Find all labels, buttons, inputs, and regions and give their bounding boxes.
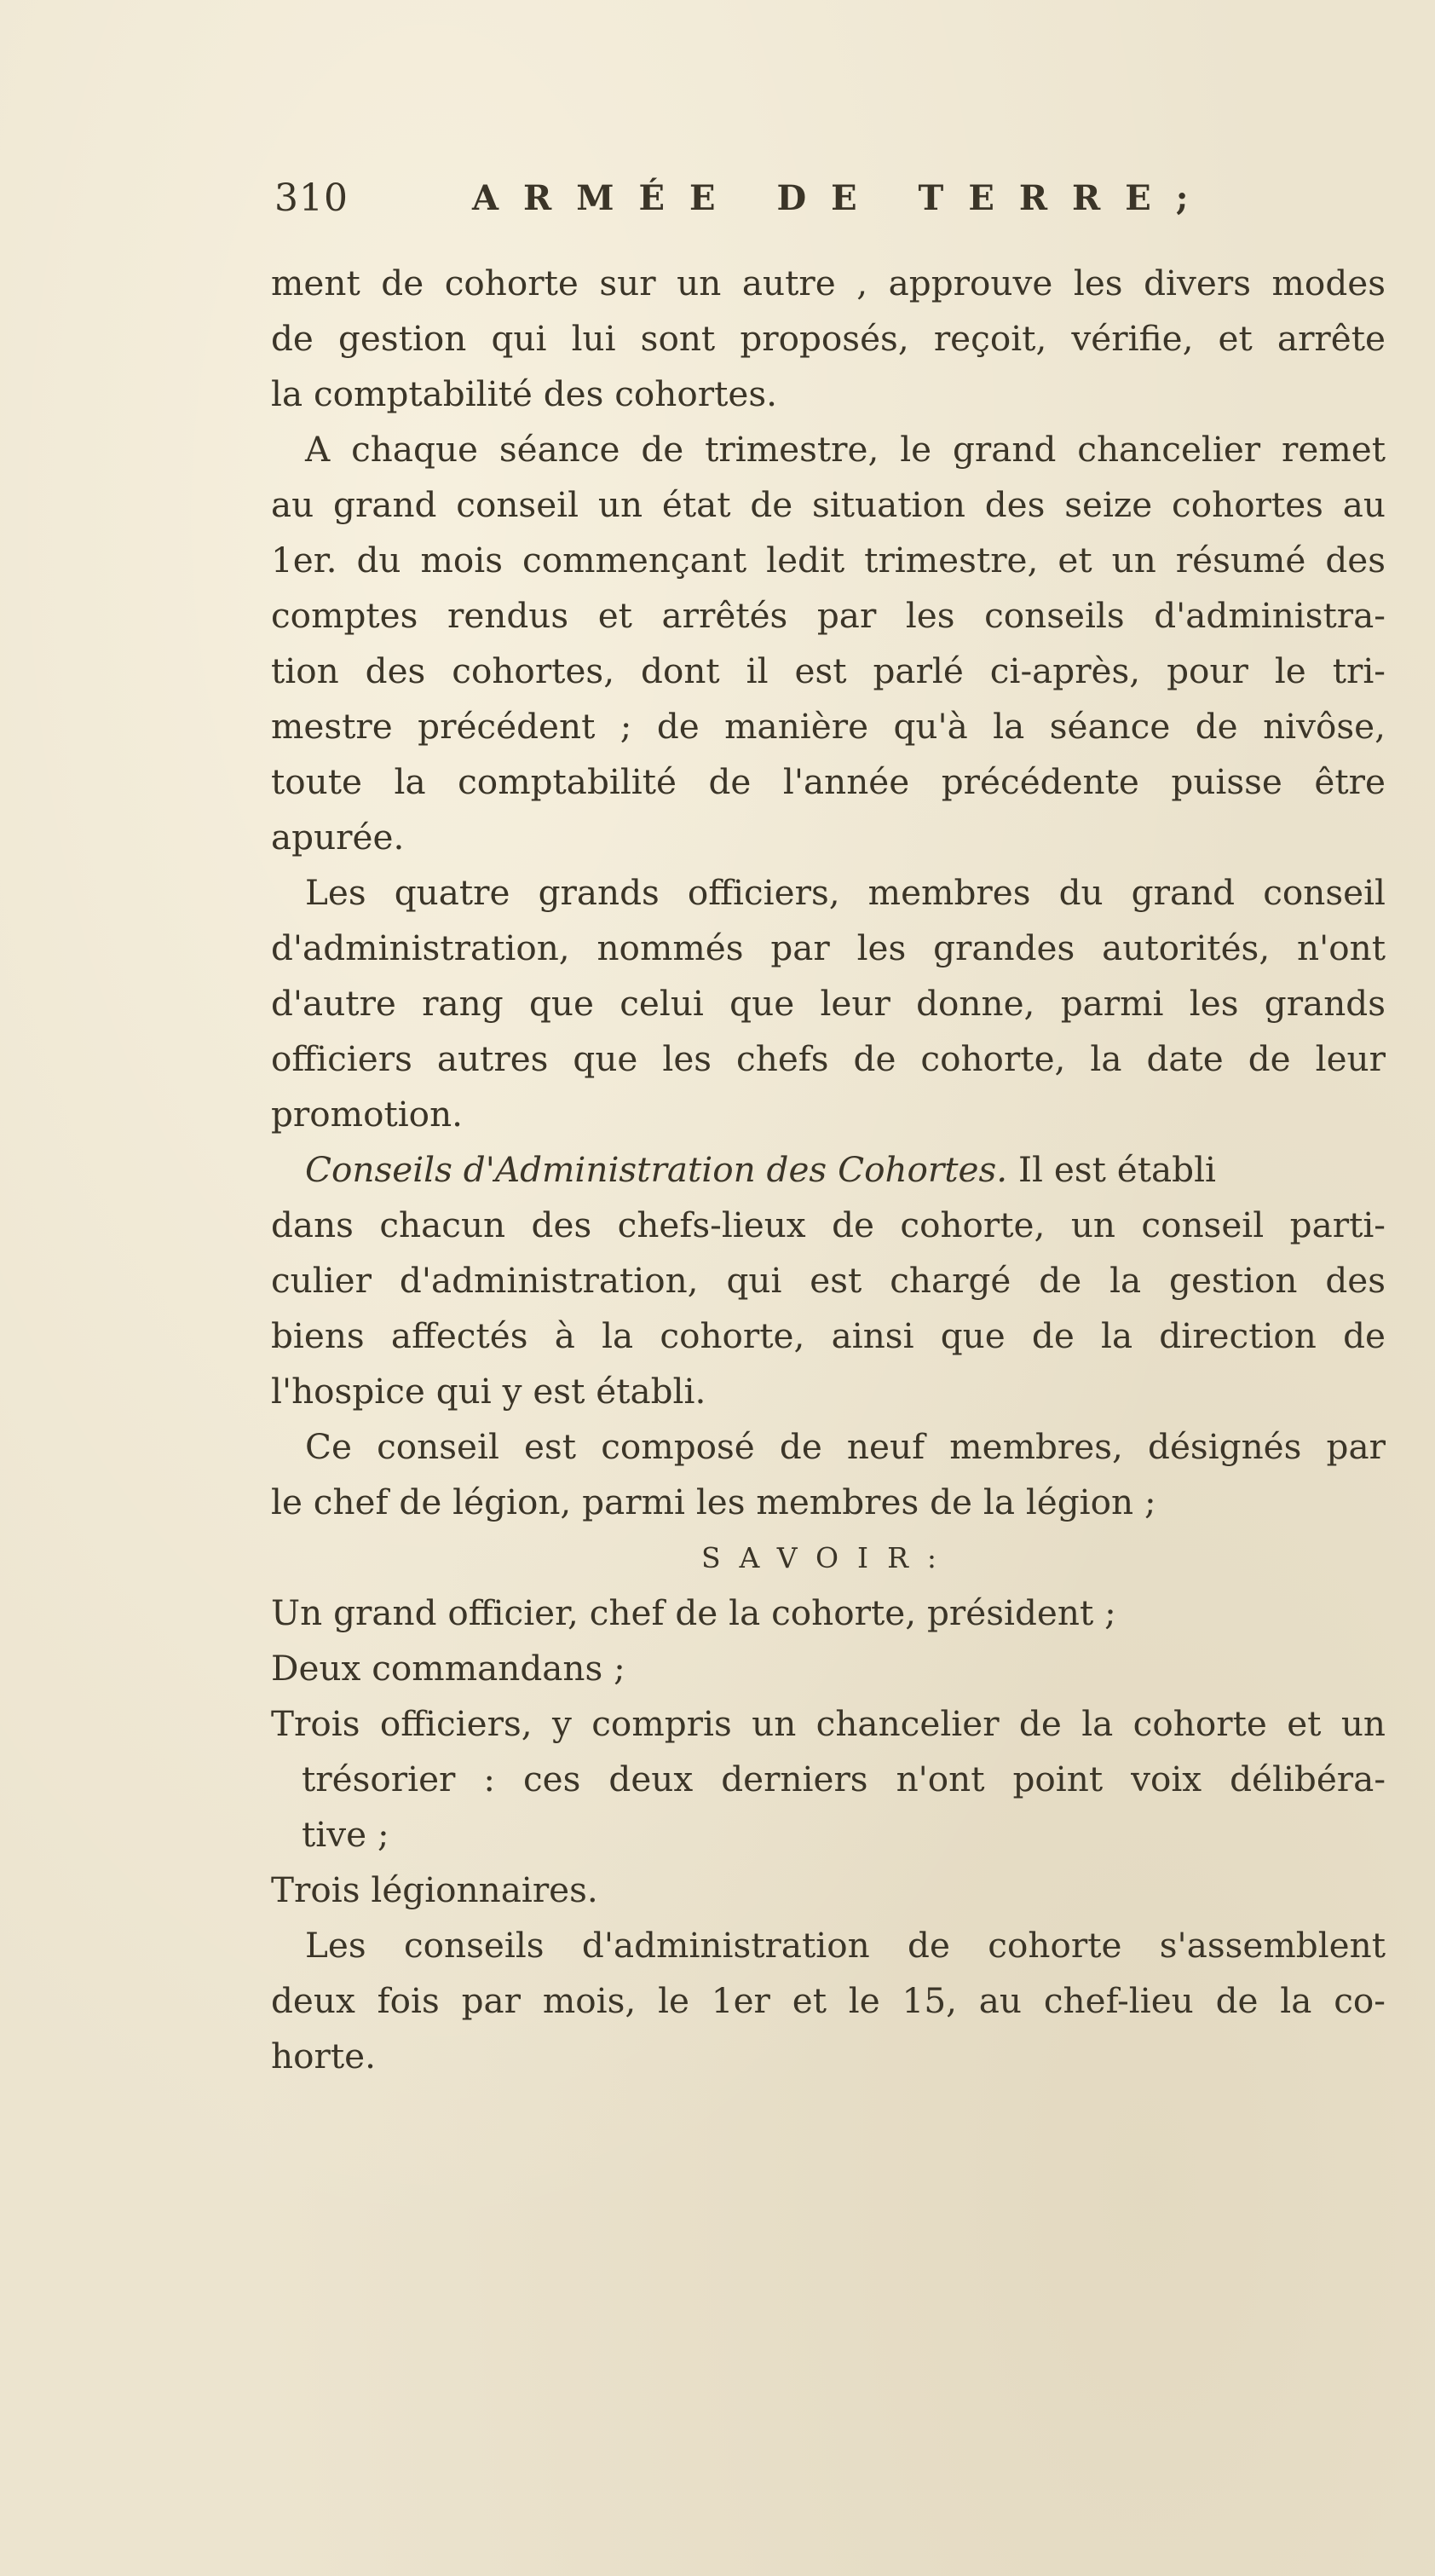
list-item-continuation: trésorier : ces deux derniers n'ont point voix délibéra-	[302, 1759, 1386, 1799]
text-line: ment de cohorte sur un autre , approuve les divers modes	[271, 263, 1386, 303]
paragraph-start-line: Ce conseil est composé de neuf membres, désignés par	[305, 1426, 1386, 1467]
text-line: le chef de légion, parmi les membres de la légion ;	[271, 1481, 1156, 1522]
text-line: 1er. du mois commençant ledit trimestre, et un résumé des	[271, 540, 1386, 580]
section-heading-line	[271, 1142, 1386, 1198]
text-line: biens affectés à la cohorte, ainsi que de la direction de	[271, 1315, 1386, 1356]
text-line: tion des cohortes, dont il est parlé ci-après, pour le tri-	[271, 650, 1386, 691]
text-line: dans chacun des chefs-lieux de cohorte, un conseil parti-	[271, 1204, 1386, 1245]
text-fragment: Il est établi	[1007, 1149, 1217, 1190]
page-body	[271, 256, 1386, 2084]
list-item-continuation: tive ;	[302, 1814, 389, 1855]
paragraph-start-line: Les conseils d'administration de cohorte s'assemblent	[305, 1925, 1386, 1966]
list-item: Trois officiers, y compris un chancelier de la cohorte et un	[271, 1703, 1386, 1744]
text-line: de gestion qui lui sont proposés, reçoit, vérifie, et arrête	[271, 318, 1386, 359]
list-item: Trois légionnaires.	[271, 1869, 598, 1910]
text-line: apurée.	[271, 817, 405, 858]
section-heading: Conseils d'Administration des Cohortes.	[305, 1149, 1008, 1190]
paragraph-start-line: A chaque séance de trimestre, le grand chancelier remet	[305, 429, 1386, 470]
text-line: comptes rendus et arrêtés par les conseils d'administra-	[271, 595, 1386, 636]
text-line: d'autre rang que celui que leur donne, parmi les grands	[271, 983, 1386, 1024]
text-line: toute la comptabilité de l'année précédente puisse être	[271, 761, 1386, 802]
paragraph-start-line: Les quatre grands officiers, membres du grand conseil	[305, 872, 1386, 913]
text-line: horte.	[271, 2036, 376, 2076]
text-line: culier d'administration, qui est chargé de la gestion des	[271, 1260, 1386, 1301]
text-line: mestre précédent ; de manière qu'à la séance de nivôse,	[271, 706, 1386, 747]
text-line: la comptabilité des cohortes.	[271, 373, 778, 414]
page-header	[274, 173, 1229, 224]
text-line: au grand conseil un état de situation des seize cohortes au	[271, 484, 1386, 525]
list-item: Un grand officier, chef de la cohorte, président ;	[271, 1592, 1116, 1633]
text-line: deux fois par mois, le 1er et le 15, au chef-lieu de la co-	[271, 1980, 1386, 2021]
text-line: promotion.	[271, 1094, 464, 1135]
page-number: 310	[274, 176, 349, 220]
text-line: l'hospice qui y est établi.	[271, 1371, 706, 1412]
savoir-heading: SAVOIR:	[700, 1541, 956, 1574]
text-line: d'administration, nommés par les grandes autorités, n'ont	[271, 927, 1386, 968]
list-item: Deux commandans ;	[271, 1648, 625, 1689]
running-title: ARMÉE DE TERRE;	[472, 178, 1213, 218]
text-line: officiers autres que les chefs de cohorte, la date de leur	[271, 1038, 1386, 1079]
